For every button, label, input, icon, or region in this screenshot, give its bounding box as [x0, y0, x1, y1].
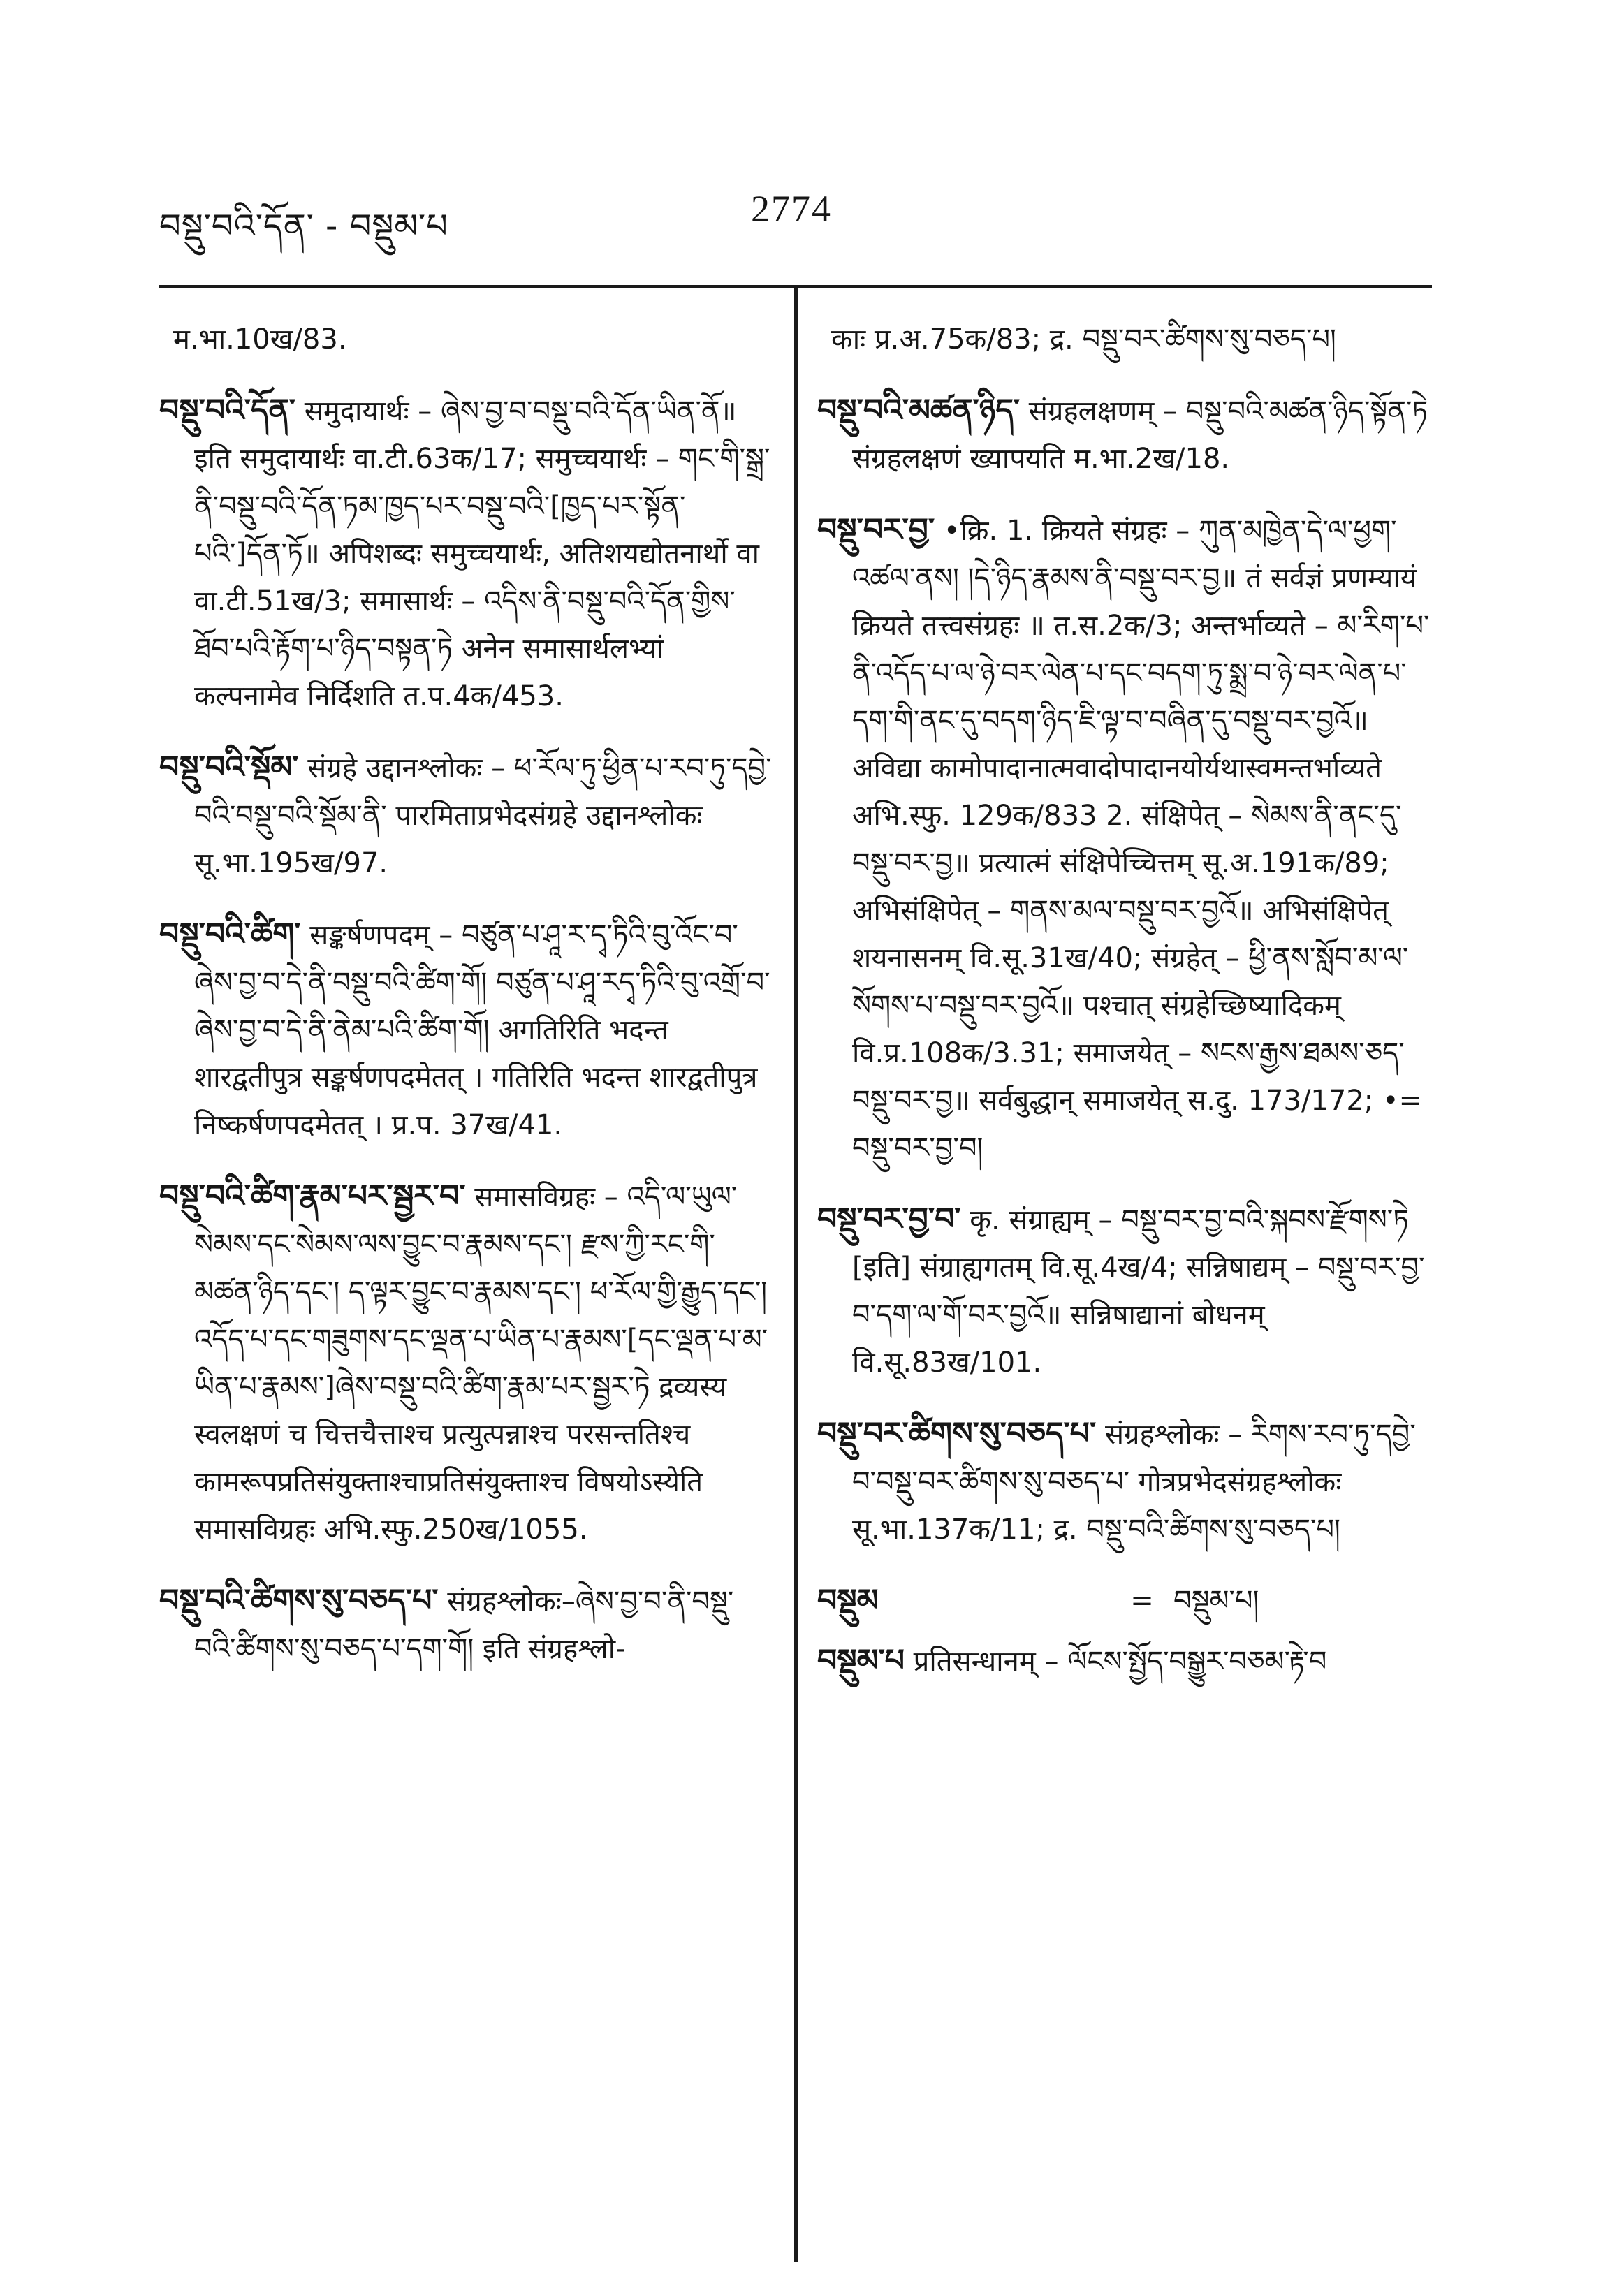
dictionary-entry — [159, 1577, 774, 1673]
entry-text: काः प्र.अ.75क/83; द्र. བསྡུ་བར་ཚིགས་སུ་བཅད་པ། — [831, 323, 1336, 356]
entry-text: •क्रि. 1. क्रियते संग्रहः – ཀུན་མཁྱེན་དེ་ལ་ཕྱག་འཚལ་ནས། །དེ་ཉིད་རྣམས་ནི་བསྡུ་བར་བྱ॥ तं सर्वज्ञं प्रणम्यायं क्रियते तत्त्वसंग्रहः ॥ त.स.2क/3; अन्तर्भाव्यते – མ་རིག་པ་ནི་འདོད་པ་ལ་ཉེ་བར་ལེན་པ་དང་བདག་ཏུ་སྨྲ་བ་ཉེ་བར་ལེན་པ་དག་གི་ནང་དུ་བདག་ཉིད་ཇི་ལྟ་བ་བཞིན་དུ་བསྡུ་བར་བྱའོ॥ अविद्या कामोपादानात्मवादोपादानयोर्यथास्वमन्तर्भाव्यते अभि.स्फु. 129क/833 2. संक्षिपेत् – སེམས་ནི་ནང་དུ་བསྡུ་བར་བྱ॥ प्रत्यात्मं संक्षिपेच्चित्तम् सू.अ.191क/89; अभिसंक्षिपेत् – གནས་མལ་བསྡུ་བར་བྱའོ॥ अभिसंक्षिपेत् शयनासनम् वि.सू.31ख/40; संग्रहेत् – ཕྱི་ནས་སློབ་མ་ལ་སོགས་པ་བསྡུ་བར་བྱའོ॥ पश्चात् संग्रहेच्छिष्यादिकम् वि.प्र.108क/3.31; समाजयेत् – སངས་རྒྱས་ཐམས་ཅད་བསྡུ་བར་བྱ॥ सर्वबुद्धान् समाजयेत् स.दु. 173/172; •= བསྡུ་བར་བྱ་བ། — [852, 515, 1430, 1164]
entry-headword: བསྡུ་བར་བྱ་བ་ — [817, 1201, 961, 1237]
column-divider — [794, 285, 798, 2262]
entry-text: कृ. संग्राह्यम् – བསྡུ་བར་བྱ་བའི་སྐབས་རྫོགས་ཏེ [इति] संग्राह्यगतम् वि.सू.4ख/4; सन्निषाद्यम् – བསྡུ་བར་བྱ་བ་དག་ལ་གོ་བར་བྱའོ॥ सन्निषाद्यानां बोधनम् वि.सू.83ख/101. — [852, 1204, 1425, 1379]
entry-text: བསྡུམ་པ། — [1173, 1585, 1259, 1617]
entry-text: संग्रहश्लोकः–ཞེས་བྱ་བ་ནི་བསྡུ་བའི་ཚིགས་སུ་བཅད་པ་དག་གོ། इति संग्रहश्लो- — [194, 1585, 734, 1665]
entry-text: प्रतिसन्धानम् – ལོངས་སྤྱོད་བསྒྱུར་བཅམ་རྟེ་བ — [913, 1646, 1327, 1678]
dictionary-entry — [817, 1196, 1432, 1386]
entry-text: समुदायार्थः – ཞེས་བྱ་བ་བསྡུ་བའི་དོན་ཡིན་ནོ॥ इति समुदायार्थः वा.टी.63क/17; समुच्चयार्थः – གང་གི་སྒྲ་ནི་བསྡུ་བའི་དོན་ཏམ་ཁྱད་པར་བསྡུ་བའི་[ཁྱད་པར་སྟོན་པའི་]དོན་ཏོ॥ अपिशब्दः समुच्चयार्थः, अतिशयद्योतनार्थो वा वा.टी.51ख/3; समासार्थः – འདིས་ནི་བསྡུ་བའི་དོན་གྱིས་ཐོབ་པའི་རྟོག་པ་ཉིད་བསྟན་ཏེ अनेन समासार्थलभ्यां कल्पनामेव निर्दिशति त.प.4क/453. — [194, 395, 770, 712]
entry-headword: བསྡུ་བར་ཚིགས་སུ་བཅད་པ་ — [817, 1416, 1097, 1451]
dictionary-entry — [159, 744, 774, 887]
entry-headword: བསྡུ་བའི་ཚིགས་སུ་བཅད་པ་ — [159, 1583, 439, 1618]
entry-headword: བསྡུ་བའི་ཚིག་ — [159, 916, 301, 952]
dictionary-entry — [817, 387, 1432, 483]
dictionary-entry — [817, 1410, 1432, 1553]
entry-headword: བསྡུམ — [817, 1583, 879, 1618]
entry-text: म.भा.10ख/83. — [173, 323, 347, 356]
entry-text: सङ्कर्षणपदम् – བཙུན་པ་ཤཱ་ར་དྭ་ཏིའི་བུ་འོང་བ་ཞེས་བྱ་བ་དེ་ནི་བསྡུ་བའི་ཚིག་གོ། བཙུན་པ་ཤཱ་རདྭ་ཏིའི་བུ་འགྲོ་བ་ཞེས་བྱ་བ་དེ་ནི་ནེམ་པའི་ཚིག་གོ། अगतिरिति भदन्त शारद्वतीपुत्र सङ्कर्षणपदमेतत् । गतिरिति भदन्त शारद्वतीपुत्र निष्कर्षणपदमेतत् । प्र.प. 37ख/41. — [194, 919, 770, 1141]
entry-headword: བསྡུ་བའི་མཚན་ཉིད་ — [817, 393, 1021, 428]
dictionary-entry — [159, 1173, 774, 1553]
page-number: 2774 — [751, 188, 832, 230]
entry-text: संग्रहलक्षणम् – བསྡུ་བའི་མཚན་ཉིད་སྟོན་ཏེ संग्रहलक्षणं ख्यापयति म.भा.2ख/18. — [852, 395, 1428, 475]
dictionary-entry — [159, 387, 774, 720]
cross-reference-entry — [817, 1577, 1432, 1625]
running-header: བསྡུ་བའི་དོན་ - བསྡུམ་པ — [159, 207, 448, 246]
equals-sign: = — [1130, 1585, 1154, 1617]
left-column — [159, 316, 774, 1697]
entry-headword: བསྡུ་བའི་སྡོམ་ — [159, 749, 299, 785]
entry-text: संग्रहश्लोकः – རིགས་རབ་ཏུ་དབྱེ་བ་བསྡུ་བར་ཚིགས་སུ་བཅད་པ་ गोत्रप्रभेदसंग्रहश्लोकः सू.भा.137क/11; द्र. བསྡུ་བའི་ཚིགས་སུ་བཅད་པ། — [852, 1419, 1416, 1546]
entry-text: समासविग्रहः – འདི་ལ་ཡུལ་སེམས་དང་སེམས་ལས་བྱུང་བ་རྣམས་དང་། རྫས་ཀྱི་རང་གི་མཚན་ཉིད་དང་། ད་ལྟར་བྱུང་བ་རྣམས་དང་། ཕ་རོལ་གྱི་རྒྱུད་དང་། འདོད་པ་དང་གཟུགས་དང་ལྡན་པ་ཡིན་པ་རྣམས་[དང་ལྡན་པ་མ་ཡིན་པ་རྣམས་]ཞེས་བསྡུ་བའི་ཚིག་རྣམ་པར་སྦྱར་ཏེ द्रव्यस्य स्वलक्षणं च चित्तचैत्ताश्च प्रत्युत्पन्नाश्च परसन्ततिश्च कामरूपप्रतिसंयुक्ताश्चाप्रतिसंयुक्ताश्च विषयोऽस्येति समासविग्रहः अभि.स्फु.250ख/1055. — [194, 1181, 768, 1546]
entry-headword: བསྡུ་བའི་དོན་ — [159, 393, 296, 428]
entry-headword: བསྡུ་བའི་ཚིག་རྣམ་པར་སྦྱར་བ་ — [159, 1178, 466, 1214]
dictionary-entry — [159, 911, 774, 1149]
dictionary-entry — [159, 316, 774, 363]
entry-headword: བསྡུམ་པ — [817, 1643, 905, 1678]
dictionary-entry — [817, 316, 1432, 363]
right-column — [817, 316, 1432, 1709]
entry-text: संग्रहे उद्दानश्लोकः – ཕ་རོལ་ཏུ་ཕྱིན་པ་རབ་ཏུ་དབྱེ་བའི་བསྡུ་བའི་སྡོམ་ནི་ पारमिताप्रभेदसंग्रहे उद्दानश्लोकः सू.भा.195ख/97. — [194, 752, 772, 879]
dictionary-entry — [817, 1637, 1432, 1685]
entry-headword: བསྡུ་བར་བྱ་ — [817, 512, 935, 548]
dictionary-entry — [817, 506, 1432, 1172]
